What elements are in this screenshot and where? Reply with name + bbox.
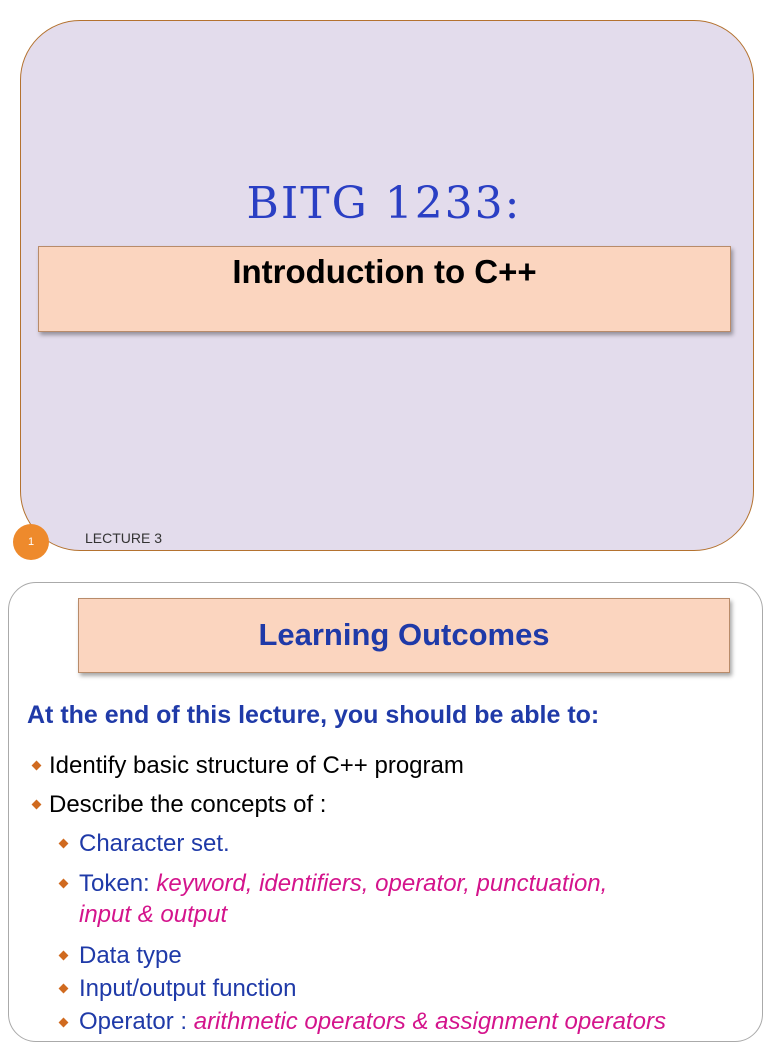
concept-label: Operator : bbox=[79, 1008, 194, 1035]
slide-title: Introduction to C++ bbox=[232, 253, 537, 290]
heading-box bbox=[78, 598, 730, 673]
concept-detail: keyword, identifiers, operator, punctuation, bbox=[156, 870, 608, 897]
concept-item: Data type bbox=[79, 942, 182, 969]
concept-label: Token: bbox=[79, 870, 157, 897]
outcome-item: Describe the concepts of : bbox=[49, 791, 327, 818]
course-code: BITG 1233: bbox=[246, 178, 522, 229]
concept-item: Input/output function bbox=[79, 975, 297, 1002]
concept-detail: arithmetic operators & assignment operators bbox=[193, 1008, 666, 1035]
concept-item bbox=[79, 868, 607, 899]
slide-heading: Learning Outcomes bbox=[258, 617, 550, 652]
title-box bbox=[38, 246, 731, 332]
concept-item bbox=[79, 1006, 666, 1037]
outcome-item: Identify basic structure of C++ program bbox=[49, 752, 464, 779]
footer-label: LECTURE 3 bbox=[85, 530, 163, 546]
concept-item: Character set. bbox=[79, 830, 230, 857]
concept-detail: input & output bbox=[79, 901, 228, 928]
page-number-badge: 1 bbox=[13, 524, 49, 560]
intro-text: At the end of this lecture, you should be able to: bbox=[27, 701, 600, 729]
